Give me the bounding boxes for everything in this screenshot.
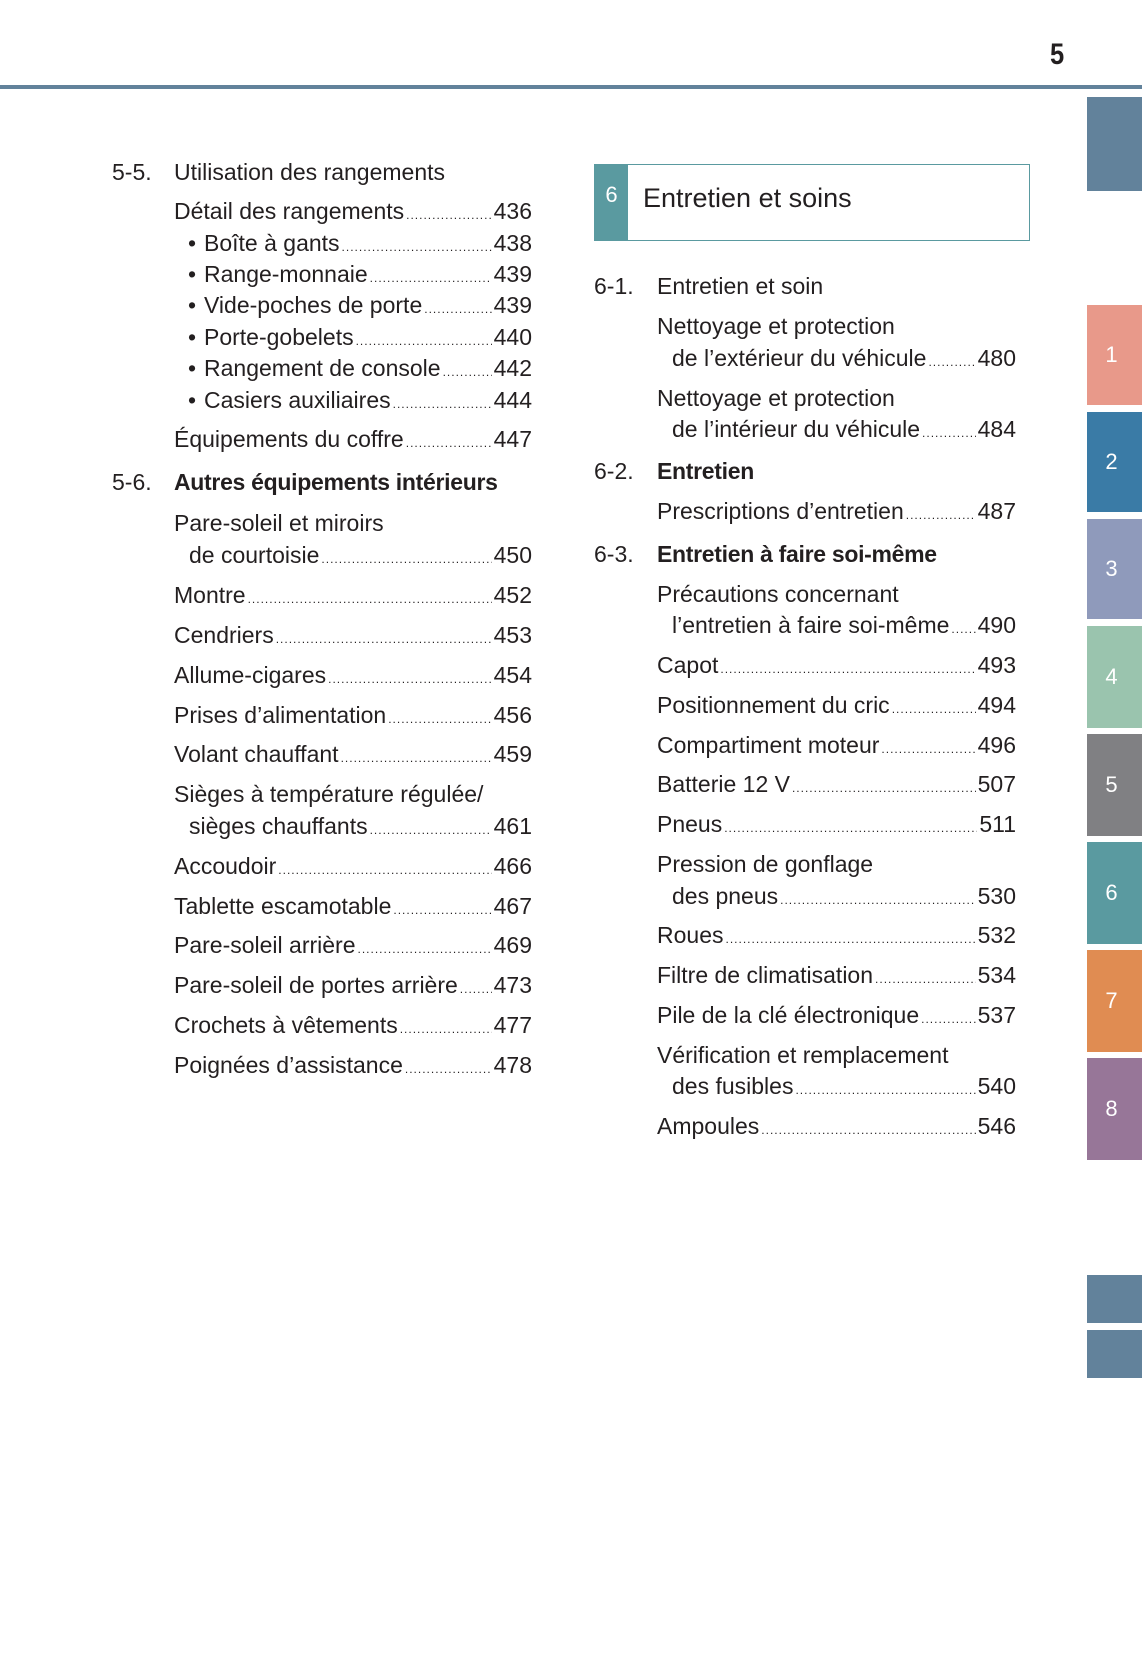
toc-entry[interactable]: Capot ..... 493 [657,652,1016,679]
toc-entry[interactable]: • Casiers auxiliaires ..... 444 [188,387,532,414]
toc-entry-line1: Nettoyage et protection [657,313,895,339]
toc-entry[interactable]: Équipements du coffre ..... 447 [174,426,532,453]
toc-entry[interactable]: des fusibles ..... 540 [672,1073,1016,1100]
toc-entry[interactable]: Filtre de climatisation ..... 534 [657,962,1016,989]
toc-entry[interactable]: Prescriptions d’entretien ..... 487 [657,498,1016,525]
header-rule [0,85,1142,89]
toc-entry[interactable]: Tablette escamotable ..... 467 [174,893,532,920]
side-tab-1[interactable]: 1 [1087,305,1142,405]
side-tab-bottom-1[interactable] [1087,1275,1142,1323]
bullet-icon: • [188,387,197,413]
toc-entry-line1: Pression de gonflage [657,851,874,877]
toc-entry[interactable]: Prises d’alimentation ..... 456 [174,702,532,729]
bullet-icon: • [188,261,197,287]
toc-entry-line1: Précautions concernant [657,581,899,607]
bullet-icon: • [188,292,197,318]
toc-entry[interactable]: Crochets à vêtements ..... 477 [174,1012,532,1039]
toc-entry[interactable]: de l’intérieur du véhicule ..... 484 [672,416,1016,443]
toc-entry[interactable]: Accoudoir ..... 466 [174,853,532,880]
chapter-header [594,164,1030,241]
toc-entry[interactable]: Compartiment moteur ..... 496 [657,732,1016,759]
bullet-icon: • [188,324,197,350]
toc-entry[interactable]: Pare-soleil de portes arrière ..... 473 [174,972,532,999]
toc-entry[interactable]: Positionnement du cric ..... 494 [657,692,1016,719]
toc-entry-line1: Vérification et remplacement [657,1042,949,1068]
toc-entry[interactable]: Détail des rangements ..... 436 [174,198,532,225]
toc-entry[interactable]: Poignées d’assistance ..... 478 [174,1052,532,1079]
toc-entry[interactable]: Cendriers ..... 453 [174,622,532,649]
side-tab-top[interactable] [1087,97,1142,191]
toc-entry[interactable]: • Range-monnaie ..... 439 [188,261,532,288]
toc-entry-line1: Sièges à température régulée/ [174,781,484,807]
side-tab-2[interactable]: 2 [1087,412,1142,512]
toc-entry[interactable]: Pile de la clé électronique ..... 537 [657,1002,1016,1029]
side-tab-8[interactable]: 8 [1087,1058,1142,1160]
page-number: 5 [1050,38,1065,71]
toc-entry[interactable]: de courtoisie ..... 450 [189,542,532,569]
toc-entry[interactable]: • Vide-poches de porte ..... 439 [188,292,532,319]
toc-entry[interactable]: • Boîte à gants ..... 438 [188,230,532,257]
toc-entry-line1: Pare-soleil et miroirs [174,510,384,536]
toc-entry[interactable]: sièges chauffants ..... 461 [189,813,532,840]
side-tab-4[interactable]: 4 [1087,626,1142,728]
toc-entry[interactable]: • Porte-gobelets ..... 440 [188,324,532,351]
side-tab-5[interactable]: 5 [1087,734,1142,836]
side-tab-bottom-2[interactable] [1087,1330,1142,1378]
toc-entry[interactable]: de l’extérieur du véhicule ..... 480 [672,345,1016,372]
side-tab-7[interactable]: 7 [1087,950,1142,1052]
side-tab-3[interactable]: 3 [1087,519,1142,619]
toc-entry[interactable]: Batterie 12 V ..... 507 [657,771,1016,798]
toc-entry[interactable]: Pare-soleil arrière ..... 469 [174,932,532,959]
toc-entry[interactable]: l’entretien à faire soi-même ..... 490 [672,612,1016,639]
toc-entry[interactable]: Ampoules ..... 546 [657,1113,1016,1140]
toc-entry[interactable]: Pneus ..... 511 [657,811,1016,838]
toc-entry[interactable]: Volant chauffant ..... 459 [174,741,532,768]
toc-entry[interactable]: • Rangement de console ..... 442 [188,355,532,382]
bullet-icon: • [188,230,197,256]
chapter-title: Entretien et soins [643,183,852,213]
side-tab-6[interactable]: 6 [1087,842,1142,944]
bullet-icon: • [188,355,197,381]
chapter-number: 6 [595,165,628,240]
toc-entry[interactable]: Montre ..... 452 [174,582,532,609]
toc-entry[interactable]: Roues ..... 532 [657,922,1016,949]
toc-entry-line1: Nettoyage et protection [657,385,895,411]
toc-entry[interactable]: Allume-cigares ..... 454 [174,662,532,689]
toc-entry[interactable]: des pneus ..... 530 [672,883,1016,910]
